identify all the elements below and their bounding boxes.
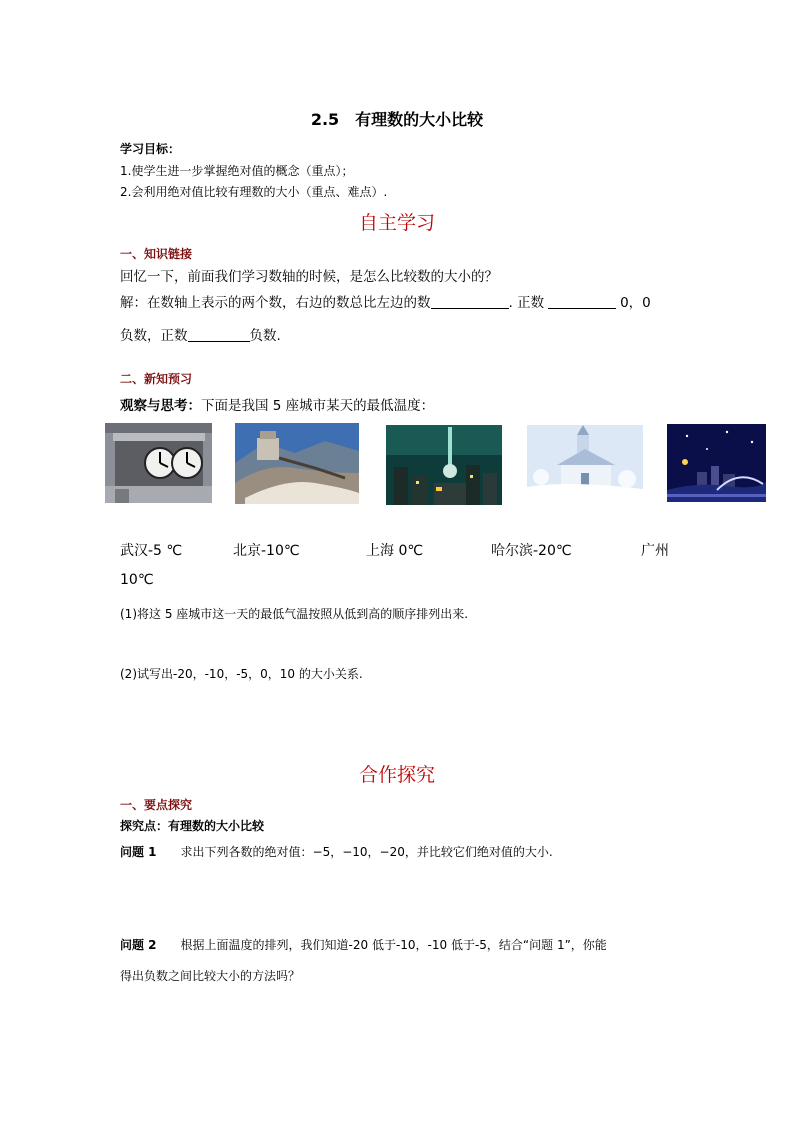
city-temp: 广州: [641, 543, 669, 559]
city-temp: 上海 0℃: [366, 543, 424, 559]
answer-text: 负数.: [249, 328, 281, 344]
section-heading-self-study: 自主学习: [358, 212, 435, 234]
answer-line-2: [120, 324, 281, 344]
observe-label: 观察与思考：: [120, 398, 201, 414]
question-1: (1)将这 5 座城市这一天的最低气温按照从低到高的顺序排列出来.: [120, 607, 469, 621]
snow-church-image: [527, 425, 643, 505]
problem-2: [120, 936, 607, 953]
subsection-heading: 一、知识链接: [120, 247, 193, 261]
objective-item: 1.使学生进一步掌握绝对值的概念（重点）；: [120, 164, 354, 178]
city-temp: 北京-10℃: [233, 543, 300, 559]
city-temp: 哈尔滨-20℃: [491, 543, 572, 559]
subsection-heading: 二、新知预习: [120, 372, 193, 386]
answer-text: . 正数: [508, 295, 545, 311]
problem-text: 求出下列各数的绝对值：−5，−10，−20，并比较它们绝对值的大小.: [180, 845, 553, 859]
question-2: (2)试写出-20，-10，-5，0，10 的大小关系.: [120, 667, 363, 681]
answer-text: 0，0: [620, 295, 651, 311]
problem-text: 根据上面温度的排列，我们知道-20 低于-10，-10 低于-5，结合“问题 1”，你能: [180, 938, 607, 952]
clock-tower-image: [105, 423, 212, 503]
question-text: 回忆一下，前面我们学习数轴的时候，是怎么比较数的大小的？: [120, 269, 498, 285]
city-temp: 10℃: [120, 572, 154, 588]
shanghai-tower-image: [386, 425, 502, 505]
observe-text: 下面是我国 5 座城市某天的最低温度：: [201, 398, 435, 414]
section-heading-cooperation: 合作探究: [358, 764, 435, 786]
problem-label: 问题 1: [120, 845, 157, 859]
fill-blank[interactable]: [431, 294, 509, 309]
observe-line: [120, 394, 434, 414]
page-title: 2.5 有理数的大小比较: [310, 110, 484, 129]
problem-text-continued: 得出负数之间比较大小的方法吗？: [120, 969, 301, 983]
problem-1: [120, 843, 553, 860]
answer-text: 解：在数轴上表示的两个数，右边的数总比左边的数: [120, 295, 431, 311]
objectives-heading: 学习目标：: [120, 142, 181, 156]
subsection-heading: 一、要点探究: [120, 798, 193, 812]
problem-label: 问题 2: [120, 938, 157, 952]
fill-blank[interactable]: [548, 294, 616, 309]
answer-text: 负数，正数: [120, 328, 188, 344]
great-wall-image: [235, 423, 359, 504]
night-city-image: [667, 424, 766, 502]
fill-blank[interactable]: [188, 327, 250, 342]
explore-point-label: 探究点：有理数的大小比较: [120, 819, 265, 833]
objective-item: 2.会利用绝对值比较有理数的大小（重点、难点）.: [120, 185, 388, 199]
answer-line-1: [120, 291, 651, 311]
city-temp: 武汉-5 ℃: [120, 543, 183, 559]
